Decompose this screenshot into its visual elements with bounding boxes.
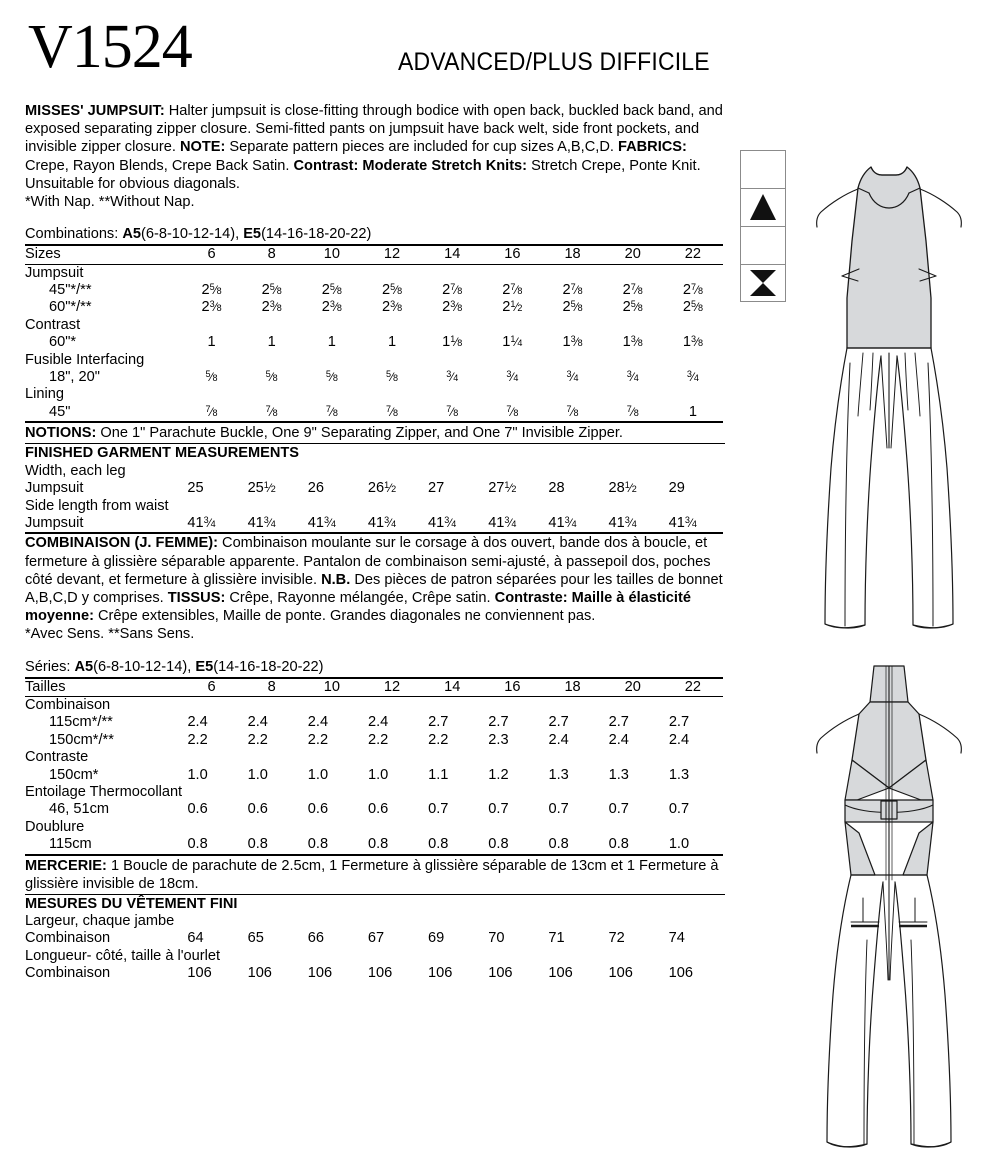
group-row [25, 784, 723, 801]
cell: 0.8 [181, 836, 241, 854]
cell: 0.6 [307, 801, 329, 818]
group-row [25, 317, 723, 334]
cell: 106 [187, 965, 212, 982]
group-row [25, 352, 723, 369]
cell: 2.4 [367, 714, 389, 731]
cell: 0.7 [668, 801, 690, 818]
difficulty-label: ADVANCED/PLUS DIFFICILE [398, 48, 710, 76]
cell: $^3⁄_4$ [626, 369, 639, 385]
size-col-5: 16 [482, 678, 542, 697]
cell: $^7⁄_8$ [542, 404, 602, 422]
english-yardage-table [25, 244, 723, 423]
table-header-row [25, 678, 723, 697]
cell: $25^1⁄_2$ [247, 480, 276, 497]
envelope-header [0, 0, 984, 96]
cell: 2.4 [247, 714, 268, 731]
table-row [25, 404, 723, 422]
size-col-7: 20 [603, 678, 663, 697]
group-label: Doublure [25, 818, 85, 835]
cell: 0.6 [367, 801, 389, 818]
cell: 0.8 [362, 836, 422, 854]
cell: 0.8 [242, 836, 302, 854]
group-row [25, 264, 723, 282]
size-col-6: 18 [542, 678, 602, 697]
cell: 0.7 [548, 801, 569, 818]
cell: $2^7⁄_8$ [682, 282, 703, 299]
cell: $^5⁄_8$ [205, 369, 218, 385]
cell: 0.8 [603, 836, 663, 854]
cell: 2.4 [668, 731, 690, 748]
cell: $2^3⁄_8$ [442, 299, 463, 316]
size-col-7: 20 [603, 245, 663, 264]
group-label: Entoilage Thermocollant [25, 783, 183, 800]
cell: 1.0 [307, 766, 329, 783]
size-col-6: 18 [542, 245, 602, 264]
group-row [25, 913, 723, 930]
cell: $1^3⁄_8$ [622, 334, 643, 351]
english-finished-table [25, 463, 723, 535]
cell: $41^3⁄_4$ [663, 515, 723, 533]
cell: $41^3⁄_4$ [603, 515, 663, 533]
cell: 2.7 [668, 714, 690, 731]
sizes-label: Sizes [25, 245, 181, 264]
cell: 1 [327, 334, 336, 351]
row-label: 18", 20" [49, 369, 100, 386]
cell: 66 [307, 930, 324, 947]
size-col-2: 10 [302, 245, 362, 264]
view-swatch-blank-2 [740, 226, 786, 264]
french-nap-note: *Avec Sens. **Sans Sens. [25, 626, 195, 643]
cell: $^7⁄_8$ [302, 404, 362, 422]
size-col-8: 22 [663, 678, 723, 697]
group-row [25, 749, 723, 766]
cell: 0.6 [247, 801, 268, 818]
cell: $1^1⁄_4$ [502, 334, 523, 351]
cell: $^3⁄_4$ [686, 369, 699, 385]
row-label: 150cm*/** [49, 731, 114, 748]
row-label: 45"*/** [49, 282, 92, 299]
cell: $41^3⁄_4$ [181, 515, 241, 533]
table-row [25, 299, 723, 316]
cell: $2^5⁄_8$ [381, 282, 403, 299]
french-yardage-table [25, 677, 723, 856]
cell: 74 [668, 930, 685, 947]
cell: 0.7 [488, 801, 509, 818]
cell: 106 [488, 965, 513, 982]
cell: 106 [247, 965, 272, 982]
table-row [25, 836, 723, 854]
cell: 2.2 [367, 731, 389, 748]
row-label: Combinaison [25, 930, 111, 947]
cell: 2.4 [187, 714, 208, 731]
cell: $^5⁄_8$ [265, 369, 278, 385]
cell: 106 [668, 965, 694, 982]
size-col-0: 6 [181, 678, 241, 697]
cell: 71 [548, 930, 565, 947]
back-view-illustration [795, 650, 984, 1155]
cell: 26 [307, 480, 324, 497]
english-combinations: Combinations: A5(6-8-10-12-14), E5(14-16-18-20-22) [25, 226, 372, 243]
group-row [25, 819, 723, 836]
cell: $2^7⁄_8$ [622, 282, 643, 299]
view-swatch-hourglass [740, 264, 786, 302]
size-col-1: 8 [242, 678, 302, 697]
cell: 2.2 [428, 731, 449, 748]
table-row [25, 714, 723, 731]
cell: 2.4 [307, 714, 329, 731]
cell: $^5⁄_8$ [386, 369, 399, 385]
size-col-3: 12 [362, 245, 422, 264]
table-row [25, 732, 723, 749]
jumpsuit-front-drawing [795, 148, 984, 648]
cell: $1^3⁄_8$ [682, 334, 703, 351]
cell: $41^3⁄_4$ [302, 515, 362, 533]
cell: 1.0 [247, 766, 268, 783]
english-finished-body [25, 463, 723, 534]
cell: $^7⁄_8$ [603, 404, 663, 422]
view-swatch-triangle [740, 188, 786, 226]
french-finished-table [25, 913, 723, 983]
table-header-row [25, 245, 723, 264]
cell: 106 [367, 965, 393, 982]
cell: 1.3 [668, 766, 690, 783]
cell: 2.7 [548, 714, 569, 731]
cell: $^3⁄_4$ [506, 369, 519, 385]
cell: $2^3⁄_8$ [261, 299, 282, 316]
cell: 1.0 [187, 766, 208, 783]
group-label: Lining [25, 386, 64, 403]
cell: 1.0 [663, 836, 723, 854]
group-label: Longueur- côté, taille à l'ourlet [25, 947, 221, 964]
cell: $2^7⁄_8$ [502, 282, 523, 299]
cell: 72 [608, 930, 625, 947]
row-label: Jumpsuit [25, 515, 181, 533]
cell: 67 [367, 930, 385, 947]
cell: $^5⁄_8$ [325, 369, 338, 385]
cell: 27 [428, 480, 445, 497]
group-row [25, 386, 723, 403]
table-row [25, 801, 723, 818]
cell: $2^5⁄_8$ [622, 299, 643, 316]
group-label: Side length from waist [25, 497, 169, 514]
view-swatch-column [740, 150, 788, 302]
cell: $2^3⁄_8$ [381, 299, 403, 316]
cell: $^3⁄_4$ [446, 369, 459, 385]
cell: $^3⁄_4$ [566, 369, 579, 385]
tailles-label: Tailles [25, 678, 181, 697]
cell: 1.1 [428, 766, 449, 783]
cell: 2.7 [608, 714, 629, 731]
group-label: Contraste [25, 749, 89, 766]
cell: $^7⁄_8$ [362, 404, 422, 422]
cell: 106 [608, 965, 633, 982]
french-series: Séries: A5(6-8-10-12-14), E5(14-16-18-20-22) [25, 658, 324, 675]
front-view-illustration [795, 148, 984, 648]
cell: 2.7 [428, 714, 449, 731]
size-col-8: 22 [663, 245, 723, 264]
cell: 0.8 [302, 836, 362, 854]
hourglass-icon [741, 265, 785, 301]
row-label: 115cm [25, 836, 181, 854]
cell: 0.6 [187, 801, 208, 818]
size-col-1: 8 [242, 245, 302, 264]
cell: $^7⁄_8$ [242, 404, 302, 422]
cell: 0.8 [542, 836, 602, 854]
cell: 0.8 [482, 836, 542, 854]
cell: 1.3 [548, 766, 569, 783]
row-label: 60"*/** [49, 299, 92, 316]
content-column [25, 102, 725, 983]
english-notions: NOTIONS: One 1" Parachute Buckle, One 9" Separating Zipper, and One 7" Invisible Zipper. [25, 423, 725, 444]
cell: $2^5⁄_8$ [321, 282, 342, 299]
cell: $28^1⁄_2$ [608, 480, 637, 497]
english-finished-heading: FINISHED GARMENT MEASUREMENTS [25, 445, 300, 462]
cell: 1 [207, 334, 216, 351]
cell: $26^1⁄_2$ [367, 480, 397, 497]
cell: 29 [668, 480, 685, 497]
cell: $41^3⁄_4$ [242, 515, 302, 533]
cell: $2^7⁄_8$ [442, 282, 463, 299]
cell: $41^3⁄_4$ [422, 515, 482, 533]
english-nap-note: *With Nap. **Without Nap. [25, 194, 195, 211]
french-finished-heading: MESURES DU VÊTEMENT FINI [25, 895, 238, 912]
size-col-4: 14 [422, 245, 482, 264]
group-row [25, 463, 723, 480]
cell: $^7⁄_8$ [422, 404, 482, 422]
view-swatch-blank-1 [740, 150, 786, 188]
cell: $2^5⁄_8$ [261, 282, 282, 299]
cell: 106 [428, 965, 453, 982]
table-row [25, 334, 723, 351]
size-col-5: 16 [482, 245, 542, 264]
group-row [25, 696, 723, 714]
cell: $41^3⁄_4$ [542, 515, 602, 533]
cell: 0.7 [428, 801, 449, 818]
cell: 25 [187, 480, 204, 497]
row-label: Combinaison [25, 965, 111, 982]
row-label: 60"* [49, 334, 77, 351]
table-row [25, 930, 723, 947]
cell: 0.8 [422, 836, 482, 854]
group-label: Contrast [25, 316, 81, 333]
cell: $^7⁄_8$ [181, 404, 241, 422]
cell: $2^3⁄_8$ [321, 299, 342, 316]
row-label: 46, 51cm [49, 801, 110, 818]
cell: 2.3 [488, 731, 509, 748]
cell: $2^7⁄_8$ [562, 282, 583, 299]
cell: 0.7 [608, 801, 629, 818]
french-table-body [25, 678, 723, 855]
cell: 2.2 [307, 731, 329, 748]
cell: 1 [663, 404, 723, 422]
row-label: 115cm*/** [49, 714, 113, 731]
cell: $2^3⁄_8$ [201, 299, 222, 316]
english-table-body [25, 245, 723, 422]
size-col-4: 14 [422, 678, 482, 697]
cell: 70 [488, 930, 505, 947]
group-row [25, 948, 723, 965]
cell: 2.7 [488, 714, 509, 731]
cell: 2.2 [187, 731, 208, 748]
group-label: Combinaison [25, 696, 111, 713]
cell: $41^3⁄_4$ [362, 515, 422, 533]
group-label: Largeur, chaque jambe [25, 913, 175, 929]
cell: $2^1⁄_2$ [502, 299, 523, 316]
group-label: Fusible Interfacing [25, 351, 145, 368]
cell: $27^1⁄_2$ [488, 480, 517, 497]
cell: 65 [247, 930, 264, 947]
cell: 64 [187, 930, 204, 947]
row-label: 150cm* [49, 766, 99, 783]
cell: 1.3 [608, 766, 629, 783]
size-col-0: 6 [181, 245, 241, 264]
size-col-3: 12 [362, 678, 422, 697]
cell: 69 [428, 930, 445, 947]
cell: 1.2 [488, 766, 509, 783]
cell: 106 [548, 965, 573, 982]
cell: $2^5⁄_8$ [682, 299, 703, 316]
cell: $2^5⁄_8$ [201, 282, 222, 299]
french-description: COMBINAISON (J. FEMME): Combinaison moulante sur le corsage à dos ouvert, bande dos à boucle, et fermeture à glissière séparable apparente. Pantalon de combinaison semi-ajusté, à passepoil dos, poches côté devant, et fermeture à glissière invisible. N.B. Des pièces de patron séparées pour les tailles de bonnet A,B,C,D y comprises. TISSUS: Crêpe, Rayonne mélangée, Crêpe satin. Contraste: Maille à élasticité moyenne: Crêpe extensibles, Maille de ponte. Grandes diagonales ne conviennent pas. [25, 535, 723, 625]
cell: 1 [267, 334, 276, 351]
french-notions: MERCERIE: 1 Boucle de parachute de 2.5cm, 1 Fermeture à glissière séparable de 13cm et 1 Fermeture à glissière invisible de 18cm. [25, 856, 725, 895]
cell: $41^3⁄_4$ [482, 515, 542, 533]
cell: 28 [548, 480, 565, 497]
table-row [25, 965, 723, 982]
table-row [25, 480, 723, 497]
english-description: MISSES' JUMPSUIT: Halter jumpsuit is close-fitting through bodice with open back, buckled back band, and exposed separating zipper closure. Semi-fitted pants on jumpsuit have back welt, side front pockets, and invisible zipper closure. NOTE: Separate pattern pieces are included for cup sizes A,B,C,D. FABRICS: Crepe, Rayon Blends, Crepe Back Satin. Contrast: Moderate Stretch Knits: Stretch Crepe, Ponte Knit. Unsuitable for obvious diagonals. [25, 103, 723, 192]
table-row [25, 282, 723, 299]
table-row [25, 515, 723, 533]
cell: 2.2 [247, 731, 268, 748]
cell: $^7⁄_8$ [482, 404, 542, 422]
group-label: Width, each leg [25, 462, 126, 479]
cell: 106 [307, 965, 333, 982]
french-finished-body [25, 913, 723, 983]
cell: 1.0 [367, 766, 389, 783]
cell: 1 [387, 334, 397, 351]
cell: 2.4 [548, 731, 569, 748]
table-row [25, 369, 723, 386]
page-title: V1524 [28, 13, 192, 81]
group-row [25, 498, 723, 515]
row-label: 45" [25, 404, 181, 422]
row-label: Jumpsuit [25, 480, 84, 497]
cell: $1^3⁄_8$ [562, 334, 583, 351]
triangle-up-icon [741, 189, 785, 225]
table-row [25, 767, 723, 784]
cell: 2.4 [608, 731, 629, 748]
size-col-2: 10 [302, 678, 362, 697]
cell: $2^5⁄_8$ [562, 299, 583, 316]
cell: $1^1⁄_8$ [442, 334, 463, 351]
group-label: Jumpsuit [25, 264, 84, 281]
jumpsuit-back-drawing [795, 650, 984, 1155]
